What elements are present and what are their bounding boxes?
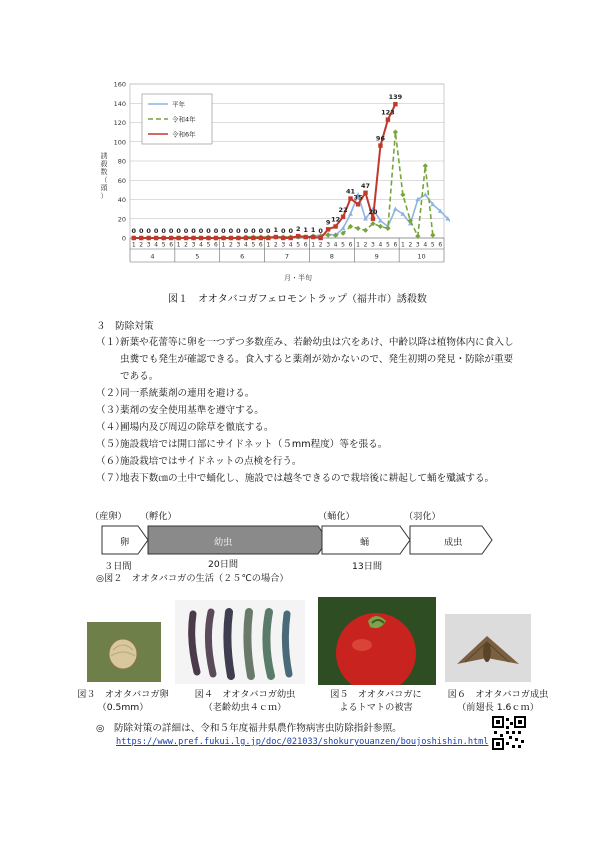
footer-note: ◎ 防除対策の詳細は、令和５年度福井県農作物病害虫防除指針参照。 <box>96 723 402 734</box>
data-label: 0 <box>258 227 264 235</box>
data-label: 0 <box>191 227 196 235</box>
data-point <box>289 236 293 240</box>
event-oviposition: （産卵） <box>90 511 127 522</box>
data-point <box>199 236 203 240</box>
month-label: 10 <box>417 252 426 261</box>
data-label: 0 <box>288 227 294 235</box>
x-tick-label: 3 <box>191 241 196 249</box>
data-point <box>333 224 337 228</box>
data-label: 0 <box>176 227 181 235</box>
x-tick-label: 3 <box>326 241 331 249</box>
y-axis-label-char: 殺 <box>100 160 108 168</box>
data-label: 0 <box>318 227 323 235</box>
measure-text: 同一系統薬剤の連用を避ける。 <box>120 388 255 399</box>
data-label: 22 <box>338 205 348 214</box>
photo-caption-adult: 図６ オオタバコガ成虫 （前翅長 1.6ｃｍ） <box>447 689 549 713</box>
x-tick-label: 2 <box>408 241 413 249</box>
measure-number: （６） <box>96 456 125 467</box>
duration-egg: ３日間 <box>104 561 132 572</box>
data-label: 20 <box>368 207 378 216</box>
y-tick-label: 140 <box>113 99 126 108</box>
egg-photo <box>87 622 161 682</box>
data-label: 0 <box>266 227 271 235</box>
data-point <box>281 236 285 240</box>
x-tick-label: 1 <box>266 241 271 249</box>
adult-moth-photo <box>445 614 531 682</box>
data-point <box>184 236 188 240</box>
measure-text: 薬剤の安全使用基準を遵守する。 <box>120 405 264 416</box>
x-tick-label: 5 <box>341 241 345 249</box>
event-emergence: （羽化） <box>404 511 441 522</box>
x-tick-label: 5 <box>296 241 301 249</box>
measure-text: 圃場内及び周辺の除草を徹底する。 <box>120 422 274 433</box>
x-tick-label: 3 <box>281 241 286 249</box>
x-tick-label: 3 <box>371 241 375 249</box>
measure-number: （３） <box>96 405 125 416</box>
month-label: 8 <box>329 252 334 261</box>
measure-text: 施設栽培ではサイドネットの点検を行う。 <box>120 456 302 467</box>
measure-item <box>96 453 516 470</box>
data-point <box>236 236 240 240</box>
data-label: 35 <box>353 193 363 202</box>
data-point <box>206 236 210 240</box>
data-point <box>363 191 367 195</box>
legend-entry: 平年 <box>172 100 185 109</box>
data-label: 12 <box>331 215 341 224</box>
x-tick-label: 2 <box>184 241 188 249</box>
y-tick-label: 100 <box>113 138 126 147</box>
data-label: 47 <box>360 181 371 190</box>
data-point <box>371 217 375 221</box>
y-tick-label: 80 <box>117 157 126 166</box>
data-label: 0 <box>168 227 174 235</box>
y-tick-label: 60 <box>117 176 126 185</box>
data-point <box>266 236 270 240</box>
data-point <box>146 236 150 240</box>
measure-item <box>96 402 516 419</box>
x-tick-label: 4 <box>288 241 293 249</box>
x-tick-label: 5 <box>251 241 256 249</box>
legend-entry: 令和4年 <box>172 115 196 124</box>
data-label: 0 <box>183 227 189 235</box>
data-label: 0 <box>146 227 151 235</box>
data-label: 0 <box>153 227 159 235</box>
data-point <box>244 236 248 240</box>
x-tick-label: 1 <box>176 241 181 249</box>
x-tick-label: 6 <box>258 241 263 249</box>
data-label: 2 <box>295 225 301 234</box>
y-axis-label-char: （ <box>100 176 108 184</box>
data-point <box>326 227 330 231</box>
x-tick-label: 4 <box>199 241 203 249</box>
data-point <box>378 143 382 147</box>
x-tick-label: 2 <box>139 241 144 249</box>
data-label: 1 <box>273 226 279 235</box>
month-label: 7 <box>284 252 290 261</box>
x-tick-label: 4 <box>423 241 428 249</box>
larva-stage-arrow <box>148 526 328 554</box>
month-label: 9 <box>374 252 379 261</box>
duration-larva: 20日間 <box>208 559 239 570</box>
measure-item <box>96 470 516 504</box>
y-tick-label: 0 <box>121 234 126 243</box>
y-tick-label: 120 <box>113 119 126 127</box>
y-tick-label: 40 <box>117 196 126 204</box>
data-label: 0 <box>228 227 234 235</box>
x-tick-label: 1 <box>356 241 360 249</box>
data-label: 0 <box>236 227 241 235</box>
data-point <box>274 235 278 239</box>
tomato-damage-photo <box>318 597 436 685</box>
stage-larva: 幼虫 <box>214 537 233 548</box>
data-label: 0 <box>280 227 286 235</box>
data-label: 0 <box>206 227 211 235</box>
x-tick-label: 6 <box>438 241 443 249</box>
data-point <box>161 236 165 240</box>
data-point <box>303 235 307 239</box>
x-tick-label: 4 <box>378 241 383 249</box>
x-tick-label: 1 <box>400 241 405 249</box>
x-tick-label: 5 <box>161 241 166 249</box>
data-point <box>221 236 225 240</box>
data-label: 9 <box>325 218 331 227</box>
data-point <box>356 202 360 206</box>
measure-item <box>96 334 516 385</box>
data-point <box>311 235 315 239</box>
data-label: 0 <box>161 227 166 235</box>
trap-count-chart <box>90 78 450 290</box>
measure-number: （５） <box>96 439 125 450</box>
photo-caption-egg: 図３ オオタバコガ卵 （0.5mm） <box>77 689 169 713</box>
data-point <box>154 236 158 240</box>
measure-text: 新葉や花蕾等に卵を一つずつ多数産み、若齢幼虫は穴をあけ、中齢以降は植物体内に食入し虫糞でも発生が確認できる。食入すると薬剤が効かないので、発生初期の発見・防除が重要である。 <box>120 337 514 382</box>
stage-pupa: 蛹 <box>360 537 370 548</box>
data-point <box>169 236 173 240</box>
data-point <box>318 236 322 240</box>
month-label: 4 <box>150 252 155 261</box>
y-axis-label-char: 頭 <box>100 184 108 192</box>
x-tick-label: 4 <box>333 241 338 249</box>
data-point <box>229 236 233 240</box>
data-label: 139 <box>388 93 403 102</box>
data-label: 0 <box>131 227 137 235</box>
data-label: 0 <box>138 227 144 235</box>
qr-code-icon[interactable] <box>492 716 526 750</box>
x-tick-label: 6 <box>348 241 353 249</box>
month-label: 5 <box>195 252 200 261</box>
measure-number: （１） <box>96 337 125 348</box>
event-hatching: （孵化） <box>140 511 177 522</box>
x-tick-label: 5 <box>206 241 211 249</box>
data-label: 41 <box>346 187 356 196</box>
x-tick-label: 4 <box>154 241 159 249</box>
data-label: 0 <box>221 227 226 235</box>
data-point <box>259 236 263 240</box>
x-axis-label: 月・半旬 <box>284 274 312 282</box>
x-tick-label: 1 <box>221 241 226 249</box>
x-tick-label: 5 <box>430 241 435 249</box>
data-label: 0 <box>243 227 249 235</box>
measure-number: （２） <box>96 388 125 399</box>
figure1-caption: 図１ オオタバコガフェロモントラップ（福井市）誘殺数 <box>168 294 427 305</box>
y-tick-label: 20 <box>117 215 126 224</box>
stage-adult: 成虫 <box>444 537 463 548</box>
photo-caption-tomato: 図５ オオタバコガに よるトマトの被害 <box>330 689 422 713</box>
y-tick-label: 160 <box>113 80 126 89</box>
x-tick-label: 6 <box>393 241 398 249</box>
data-point <box>214 236 218 240</box>
data-point <box>348 196 352 200</box>
x-tick-label: 4 <box>243 241 248 249</box>
measure-text: 地表下数㎝の土中で蛹化し、施設では越冬できるので栽培後に耕起して蛹を殲滅する。 <box>120 473 495 484</box>
x-tick-label: 6 <box>303 241 308 249</box>
measure-number: （４） <box>96 422 125 433</box>
stage-egg: 卵 <box>120 537 130 548</box>
data-point <box>251 236 255 240</box>
data-point <box>393 102 397 106</box>
data-point <box>341 215 345 219</box>
larva-photo <box>175 600 305 684</box>
x-tick-label: 5 <box>386 241 390 249</box>
data-point <box>191 236 195 240</box>
x-tick-label: 6 <box>214 241 218 249</box>
figure2-caption: ◎図２ オオタバコガの生活（２５℃の場合） <box>96 573 289 584</box>
data-label: 0 <box>198 227 204 235</box>
x-tick-label: 3 <box>415 241 420 249</box>
data-label: 0 <box>213 227 219 235</box>
measure-number: （７） <box>96 473 125 484</box>
y-axis-label-char: 数 <box>100 168 108 176</box>
photo-caption-larva: 図４ オオタバコガ幼虫 （老齢幼虫４ｃｍ） <box>194 689 296 713</box>
measure-text: 施設栽培では開口部にサイドネット（５mm程度）等を張る。 <box>120 439 388 450</box>
data-point <box>386 117 390 121</box>
x-tick-label: 6 <box>169 241 174 249</box>
measure-item <box>96 385 516 402</box>
footer-url-link[interactable]: https://www.pref.fukui.lg.jp/doc/021033/shokuryouanzen/boujoshishin.html <box>116 737 489 747</box>
data-point <box>132 236 136 240</box>
x-tick-label: 3 <box>236 241 241 249</box>
x-tick-label: 3 <box>146 241 151 249</box>
x-tick-label: 1 <box>131 241 136 249</box>
month-label: 6 <box>240 252 245 261</box>
measure-item <box>96 419 516 436</box>
section-heading: ３ 防除対策 <box>96 321 154 332</box>
data-point <box>176 236 180 240</box>
duration-pupa: 13日間 <box>352 561 383 572</box>
event-pupation: （蛹化） <box>318 511 355 522</box>
data-point <box>139 236 143 240</box>
x-tick-label: 2 <box>273 241 278 249</box>
data-label: 123 <box>381 108 395 117</box>
x-tick-label: 2 <box>363 241 368 249</box>
legend-entry: 令和6年 <box>172 130 196 139</box>
x-tick-label: 1 <box>311 241 316 249</box>
data-label: 1 <box>303 226 308 235</box>
measure-item <box>96 436 516 453</box>
data-point <box>296 234 300 238</box>
data-label: 96 <box>375 134 385 143</box>
y-axis-label-char: 誘 <box>100 152 108 160</box>
x-tick-label: 2 <box>229 241 233 249</box>
y-axis-label-char: ） <box>100 192 108 200</box>
x-tick-label: 2 <box>318 241 323 249</box>
data-label: 1 <box>310 226 316 235</box>
data-label: 0 <box>251 227 256 235</box>
